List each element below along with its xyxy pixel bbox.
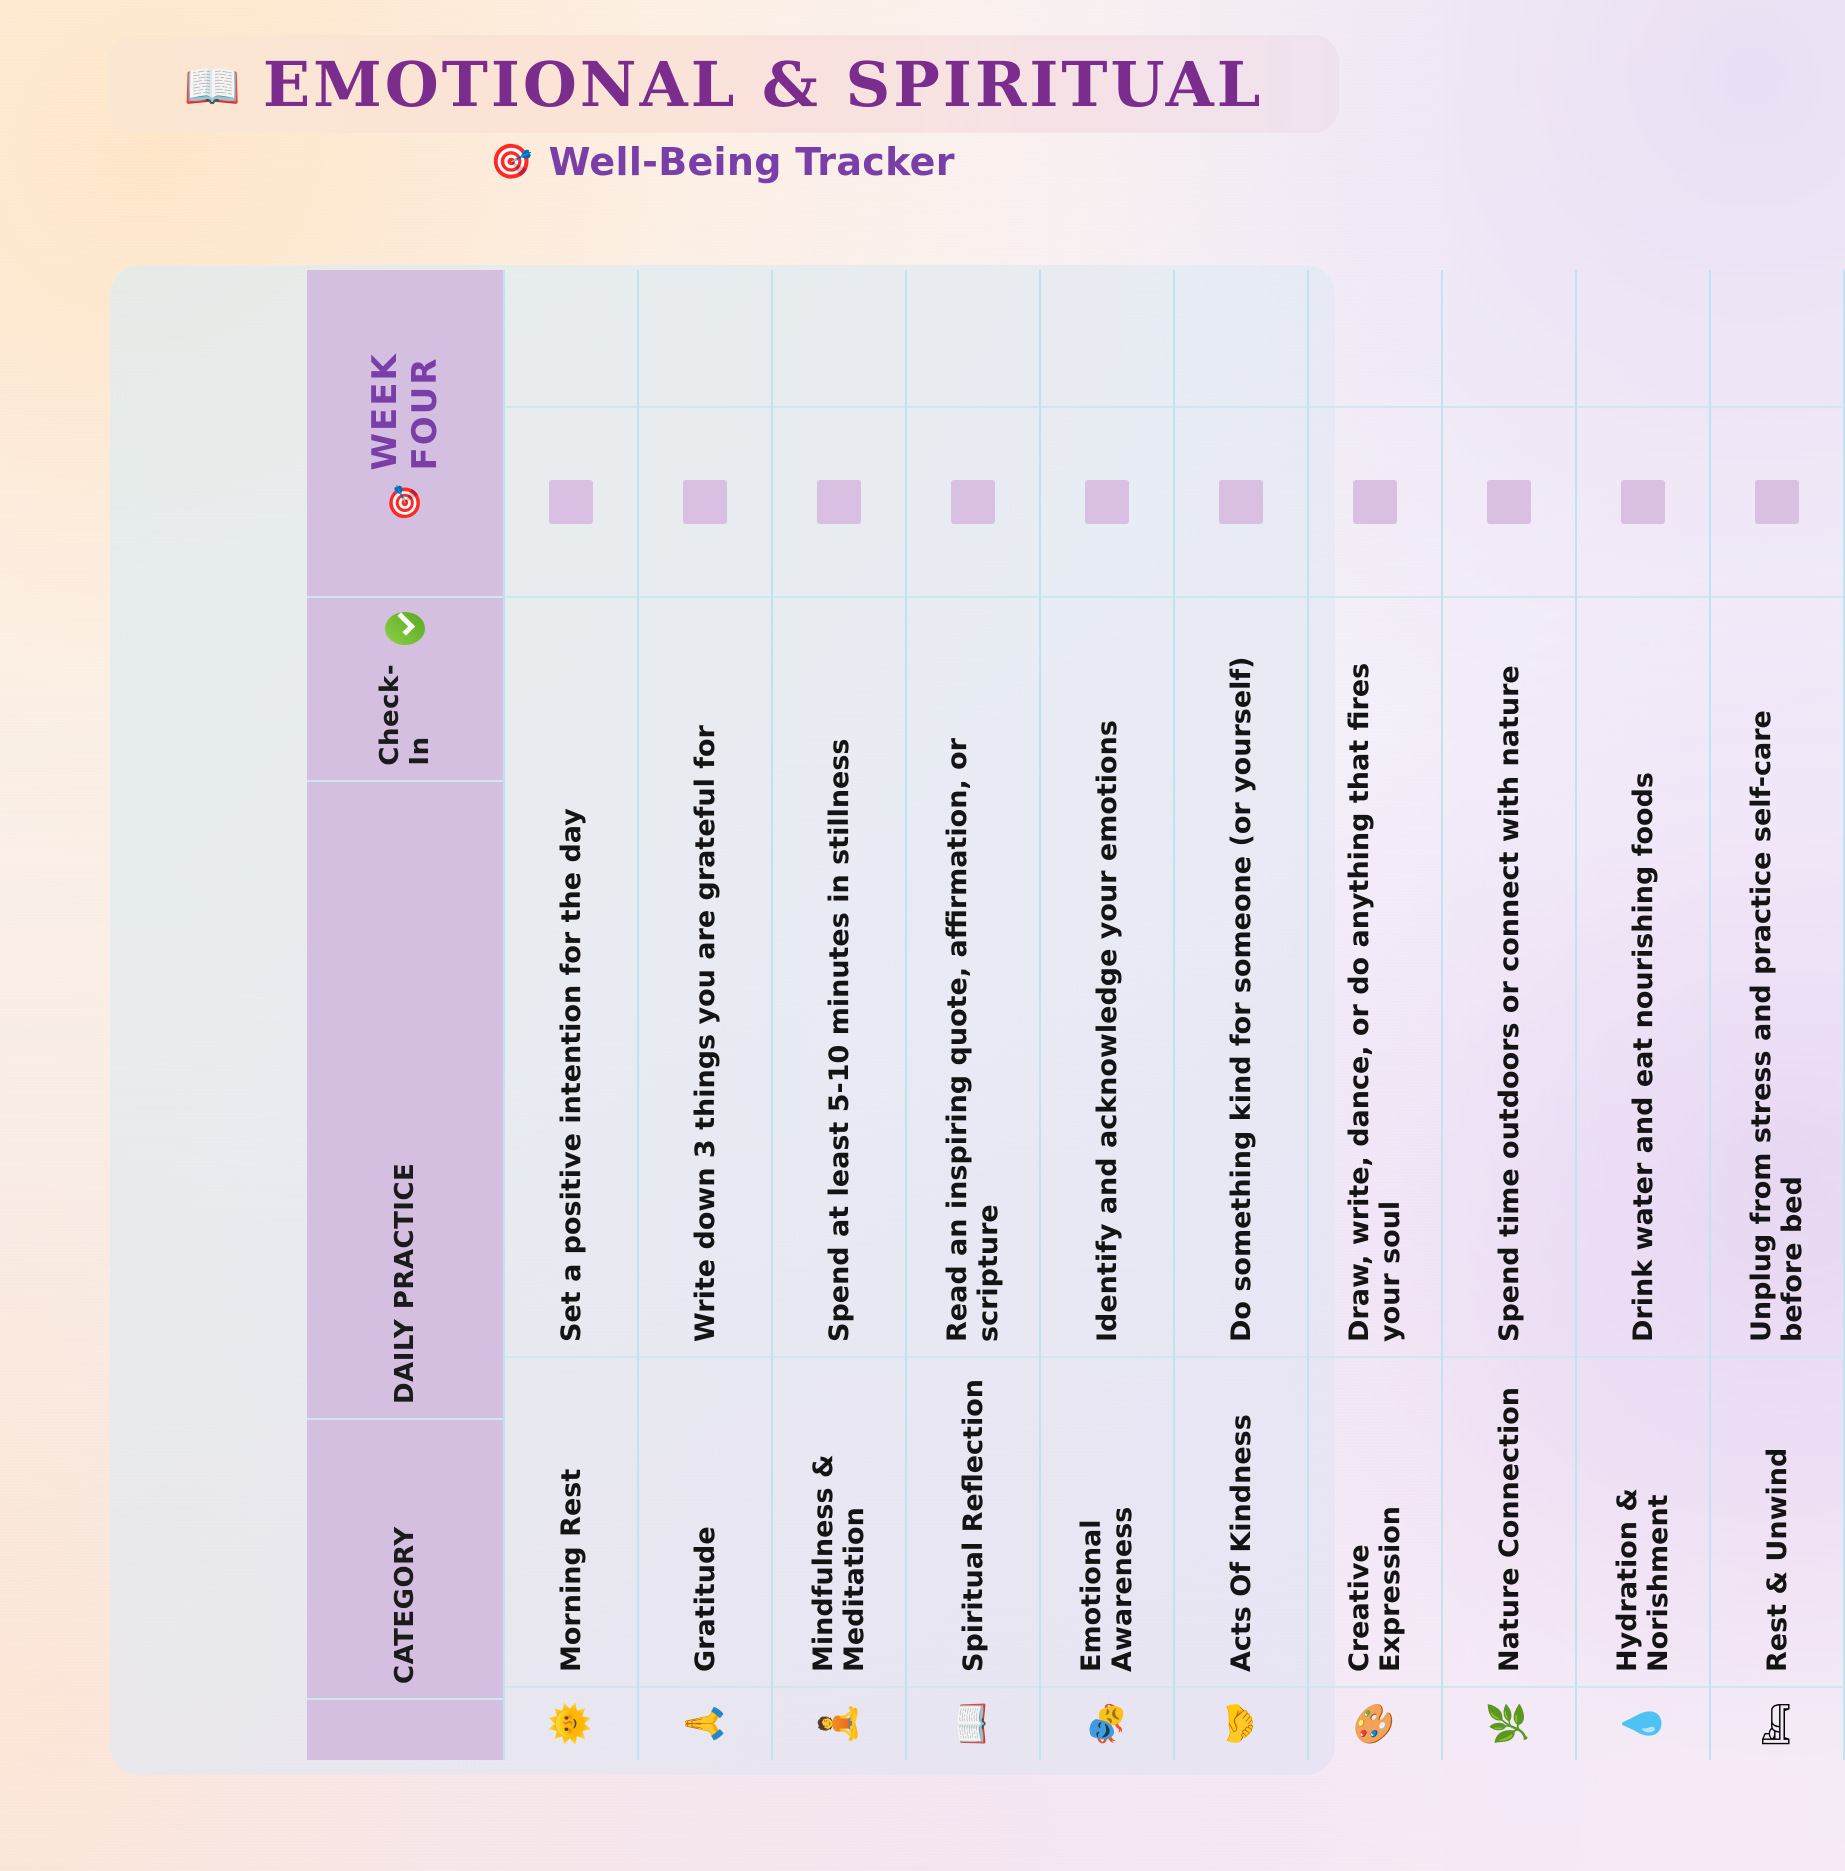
checkin-checkbox[interactable] bbox=[1309, 406, 1441, 596]
cell-category: Spiritual Reflection bbox=[907, 1356, 1039, 1686]
checkin-checkbox[interactable] bbox=[907, 406, 1039, 596]
water-drop-icon: 💧 bbox=[1577, 1686, 1709, 1760]
cell-category: Rest & Unwind bbox=[1711, 1356, 1843, 1686]
checkin-checkbox[interactable] bbox=[505, 406, 637, 596]
cell-practice: Spend at least 5-10 minutes in stillness bbox=[773, 596, 905, 1356]
tracker-table-wrapper bbox=[307, 270, 1808, 1770]
bed-icon: 🛏 bbox=[1711, 1686, 1843, 1760]
table-row bbox=[1041, 270, 1175, 1760]
cell-practice: Read an inspiring quote, affirmation, or scripture bbox=[907, 596, 1039, 1356]
cell-category: Emotional Awareness bbox=[1041, 1356, 1173, 1686]
checkin-checkbox[interactable] bbox=[1711, 406, 1843, 596]
page-subtitle: Well-Being Tracker bbox=[548, 140, 955, 184]
table-row bbox=[773, 270, 907, 1760]
palette-icon: 🎨 bbox=[1309, 1686, 1441, 1760]
cell-category: Morning Rest bbox=[505, 1356, 637, 1686]
row-spacer bbox=[773, 270, 905, 406]
cell-practice: Write down 3 things you are grateful for bbox=[639, 596, 771, 1356]
table-row bbox=[907, 270, 1041, 1760]
column-header-category: CATEGORY bbox=[307, 1418, 503, 1698]
cell-category: Nature Connection bbox=[1443, 1356, 1575, 1686]
checkin-checkbox[interactable] bbox=[1041, 406, 1173, 596]
checkin-checkbox[interactable] bbox=[1175, 406, 1307, 596]
row-spacer bbox=[1711, 270, 1843, 406]
checkin-checkbox[interactable] bbox=[1577, 406, 1709, 596]
cell-category: Creative Expression bbox=[1309, 1356, 1441, 1686]
book-icon: 📖 bbox=[907, 1686, 1039, 1760]
table-row bbox=[639, 270, 773, 1760]
cell-practice: Unplug from stress and practice self-care before bed bbox=[1711, 596, 1843, 1356]
page-subtitle-row bbox=[0, 140, 1445, 184]
row-spacer bbox=[505, 270, 637, 406]
checkin-checkbox[interactable] bbox=[773, 406, 905, 596]
cell-category: Gratitude bbox=[639, 1356, 771, 1686]
row-spacer bbox=[639, 270, 771, 406]
sun-icon: 🌞 bbox=[505, 1686, 637, 1760]
page-title-banner bbox=[108, 35, 1339, 133]
cell-category: Hydration & Norishment bbox=[1577, 1356, 1709, 1686]
target-icon: 🎯 bbox=[490, 142, 533, 182]
row-spacer bbox=[1577, 270, 1709, 406]
tracker-table bbox=[307, 270, 1845, 1760]
row-spacer bbox=[907, 270, 1039, 406]
table-header-row bbox=[307, 270, 505, 1760]
table-row bbox=[1175, 270, 1309, 1760]
cell-practice: Do something kind for someone (or yourself) bbox=[1175, 596, 1307, 1356]
table-row bbox=[1309, 270, 1443, 1760]
column-header-practice: DAILY PRACTICE bbox=[307, 780, 503, 1418]
cell-practice: Set a positive intention for the day bbox=[505, 596, 637, 1356]
row-spacer bbox=[1041, 270, 1173, 406]
leaf-icon: 🌿 bbox=[1443, 1686, 1575, 1760]
header-icon-cell bbox=[307, 1698, 503, 1760]
week-label-cell: 🎯 WEEK FOUR bbox=[365, 352, 445, 522]
page-title: EMOTIONAL & SPIRITUAL bbox=[262, 47, 1264, 121]
table-row bbox=[1711, 270, 1845, 1760]
cell-practice: Draw, write, dance, or do anything that fires your soul bbox=[1309, 596, 1441, 1356]
open-book-icon: 📖 bbox=[183, 59, 241, 113]
table-row bbox=[1443, 270, 1577, 1760]
checkin-checkbox[interactable] bbox=[639, 406, 771, 596]
cell-practice: Spend time outdoors or connect with nature bbox=[1443, 596, 1575, 1356]
checkin-checkbox[interactable] bbox=[1443, 406, 1575, 596]
green-check-arrow-icon bbox=[385, 612, 425, 645]
cell-category: Acts Of Kindness bbox=[1175, 1356, 1307, 1686]
cell-practice: Identify and acknowledge your emotions bbox=[1041, 596, 1173, 1356]
cell-practice: Drink water and eat nourishing foods bbox=[1577, 596, 1709, 1356]
column-header-checkin: Check-In bbox=[307, 596, 503, 780]
table-row bbox=[1577, 270, 1711, 1760]
masks-icon: 🎭 bbox=[1041, 1686, 1173, 1760]
praying-hands-icon: 🙏 bbox=[639, 1686, 771, 1760]
kindness-icon: 🤝 bbox=[1175, 1686, 1307, 1760]
table-row bbox=[505, 270, 639, 1760]
row-spacer bbox=[1309, 270, 1441, 406]
row-spacer bbox=[1175, 270, 1307, 406]
meditation-icon: 🧘 bbox=[773, 1686, 905, 1760]
cell-category: Mindfulness & Meditation bbox=[773, 1356, 905, 1686]
row-spacer bbox=[1443, 270, 1575, 406]
